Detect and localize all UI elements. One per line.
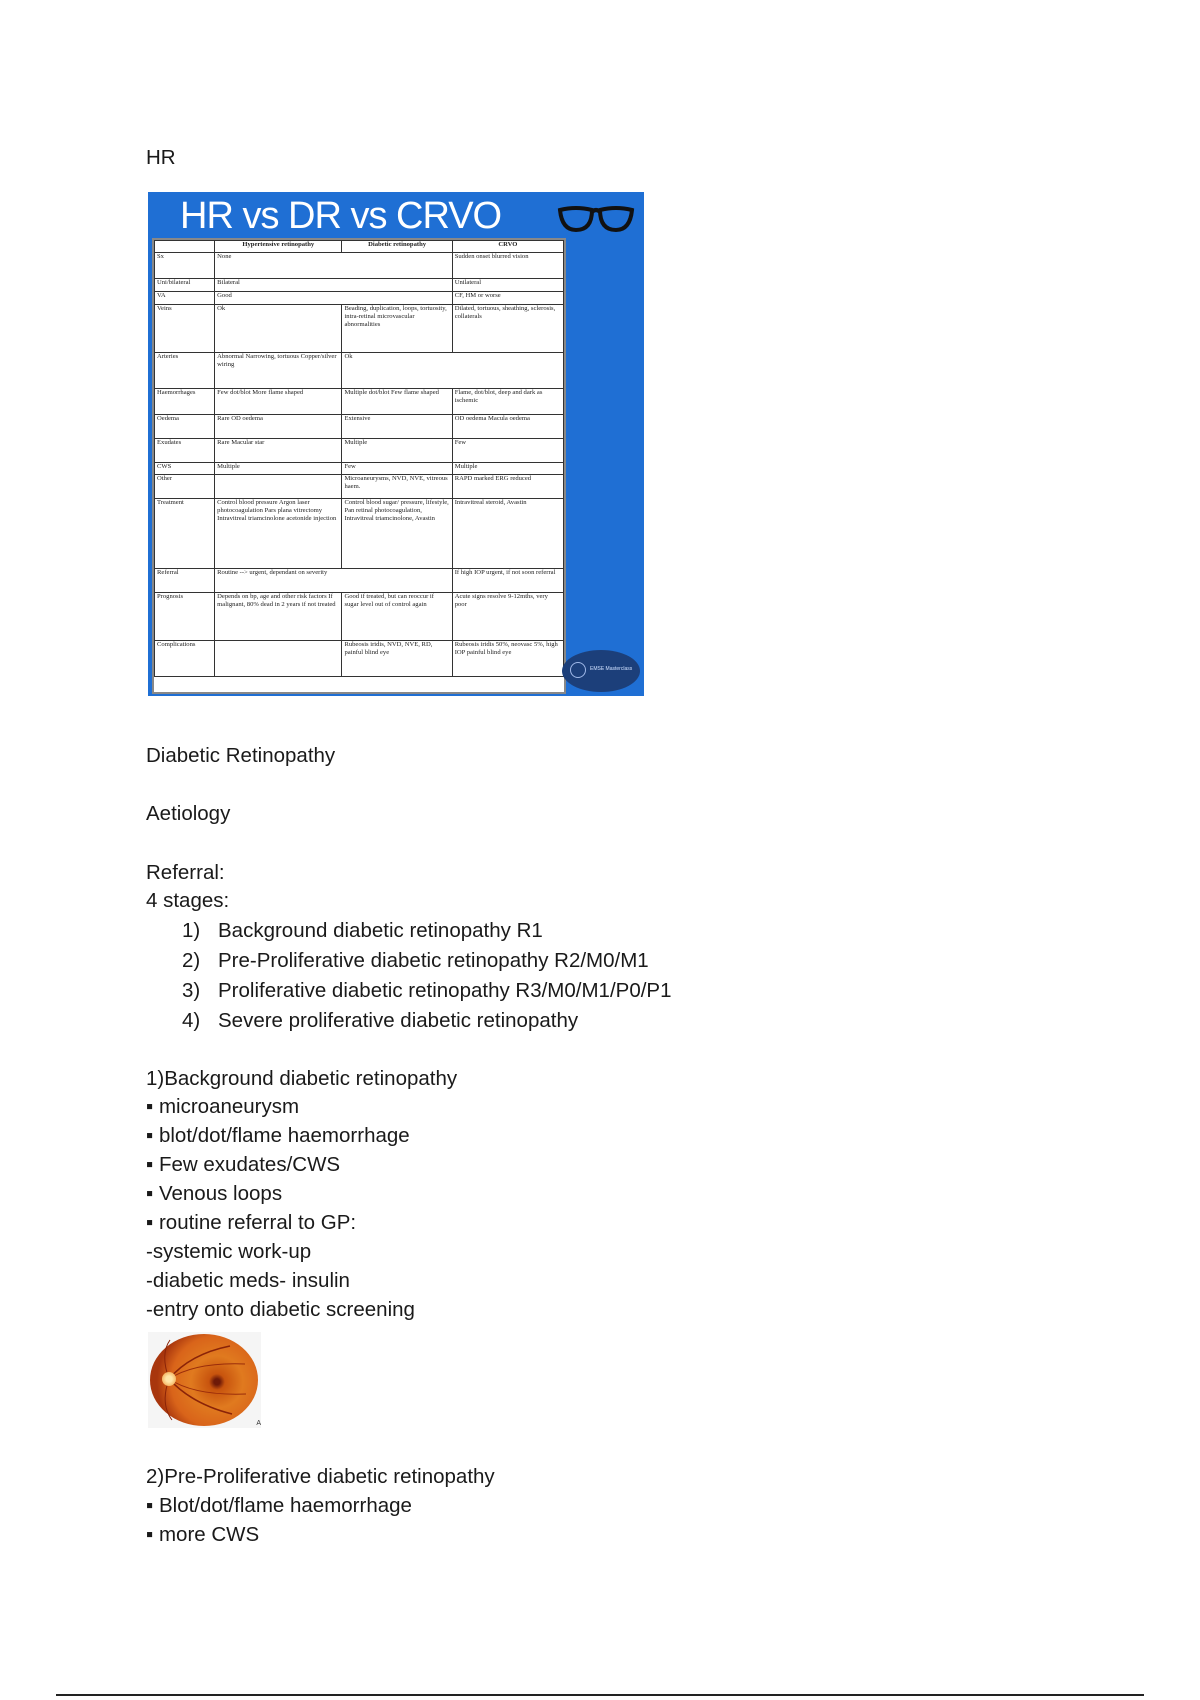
list-item [182,1009,672,1039]
table-row [155,292,564,305]
cell: Dilated, tortuous, sheathing, sclerosis, collaterals [452,305,563,353]
table-row [155,353,564,389]
dr-heading: Diabetic Retinopathy [146,744,336,767]
cell: Ok [342,353,564,389]
row-label: Oedema [155,415,215,439]
row-label: Veins [155,305,215,353]
retina-image [150,1334,258,1426]
row-label: Exudates [155,439,215,463]
cell: Control blood sugar/ pressure, lifestyle, Pan retinal photocoagulation, Intravitreal triamcinolone, Avastin [342,499,452,569]
glasses-icon [556,198,636,238]
list-number: 4) [182,1009,201,1032]
list-item [182,919,672,949]
list-item: ▪ more CWS [146,1523,260,1546]
cell: Depends on bp, age and other risk factors If malignant, 80% dead in 2 years if not treated [215,593,342,641]
cell: Routine --> urgent, dependant on severity [215,569,453,593]
cell: If high IOP urgent, if not soon referral [452,569,563,593]
table-header [155,241,215,253]
table-row [155,569,564,593]
page-bottom-rule [56,1694,1144,1696]
optic-disc [162,1372,176,1386]
table-row [155,475,564,499]
list-text: Background diabetic retinopathy R1 [218,919,543,942]
table-row [155,499,564,569]
logo-text: EMSE Masterclass [590,666,633,672]
row-label: Treatment [155,499,215,569]
cell: Few [452,439,563,463]
row-label: Sx [155,253,215,279]
cell: Acute signs resolve 9-12mths, very poor [452,593,563,641]
cell: Rare OD oedema [215,415,342,439]
list-item: ▪ Few exudates/CWS [146,1153,341,1176]
hr-heading: HR [146,146,176,169]
list-item [182,979,672,1009]
cell: Rubeosis iridis, NVD, NVE, RD, painful blind eye [342,641,452,677]
cell: Beading, duplication, loops, tortuosity, intra-retinal microvascular abnormalities [342,305,452,353]
table-header: CRVO [452,241,563,253]
row-label: Arteries [155,353,215,389]
list-item: ▪ Venous loops [146,1182,283,1205]
cell: Multiple [452,463,563,475]
stages-intro: 4 stages: [146,889,230,912]
image-label: A [256,1420,261,1427]
cell: RAPD marked ERG reduced [452,475,563,499]
list-text: Pre-Proliferative diabetic retinopathy R2/M0/M1 [218,949,649,972]
cell: Control blood pressure Argon laser photocoagulation Pars plana vitrectomy Intravitreal triamcinolone acetonide injection [215,499,342,569]
list-text: Severe proliferative diabetic retinopathy [218,1009,579,1032]
list-item: ▪ microaneurysm [146,1095,300,1118]
cell: Multiple [215,463,342,475]
list-item: ▪ blot/dot/flame haemorrhage [146,1124,410,1147]
table-header: Diabetic retinopathy [342,241,452,253]
list-number: 2) [182,949,201,972]
table-row [155,439,564,463]
table-row [155,593,564,641]
cell: Microaneurysms, NVD, NVE, vitreous haem. [342,475,452,499]
cell: Ok [215,305,342,353]
row-label: CWS [155,463,215,475]
cell: Unilateral [452,279,563,292]
cell: Rubeosis iridis 50%, neovasc 5%, high IOP painful blind eye [452,641,563,677]
list-item: ▪ Blot/dot/flame haemorrhage [146,1494,412,1517]
comparison-title: HR vs DR vs CRVO [180,195,502,237]
cell [215,475,342,499]
cell: Abnormal Narrowing, tortuous Copper/silver wiring [215,353,342,389]
table-row [155,279,564,292]
list-item: ▪ routine referral to GP: [146,1211,357,1234]
table-header-row [155,241,564,253]
list-item: -diabetic meds- insulin [146,1269,350,1292]
preproliferative-list [146,1494,412,1552]
background-dr-list [146,1095,415,1327]
row-label: Uni/bilateral [155,279,215,292]
cell: Multiple [342,439,452,463]
row-label: Referral [155,569,215,593]
table-row [155,305,564,353]
table-row [155,253,564,279]
cell: Few [342,463,452,475]
cell: Intravitreal steroid, Avastin [452,499,563,569]
row-label: Complications [155,641,215,677]
stages-list [182,919,672,1039]
referral-heading: Referral: [146,861,225,884]
globe-icon [570,662,586,678]
cell: Bilateral [215,279,453,292]
cell: Good if treated, but can reoccur if sugar level out of control again [342,593,452,641]
cell: Few dot/blot More flame shaped [215,389,342,415]
cell: Sudden onset blurred vision [452,253,563,279]
cell: CF, HM or worse [452,292,563,305]
table-row [155,415,564,439]
list-number: 1) [182,919,201,942]
comparison-table [152,238,566,694]
row-label: VA [155,292,215,305]
row-label: Other [155,475,215,499]
cell: Rare Macular star [215,439,342,463]
aetiology-heading: Aetiology [146,802,231,825]
list-text: Proliferative diabetic retinopathy R3/M0/M1/P0/P1 [218,979,672,1002]
list-number: 3) [182,979,201,1002]
cell: Multiple dot/blot Few flame shaped [342,389,452,415]
cell: Flame, dot/blot, deep and dark as ischemic [452,389,563,415]
cell: OD oedema Macula oedema [452,415,563,439]
preproliferative-heading: 2)Pre-Proliferative diabetic retinopathy [146,1465,495,1488]
masterclass-logo [562,650,640,692]
table-header: Hypertensive retinopathy [215,241,342,253]
background-dr-heading: 1)Background diabetic retinopathy [146,1067,458,1090]
row-label: Haemorrhages [155,389,215,415]
cell: Extensive [342,415,452,439]
list-item [182,949,672,979]
table-row [155,641,564,677]
row-label: Prognosis [155,593,215,641]
cell: None [215,253,453,279]
list-item: -entry onto diabetic screening [146,1298,415,1321]
comparison-table-image [148,192,644,696]
fundus-photo [148,1332,261,1428]
cell [215,641,342,677]
list-item: -systemic work-up [146,1240,312,1263]
table-row [155,463,564,475]
table-row [155,389,564,415]
cell: Good [215,292,453,305]
